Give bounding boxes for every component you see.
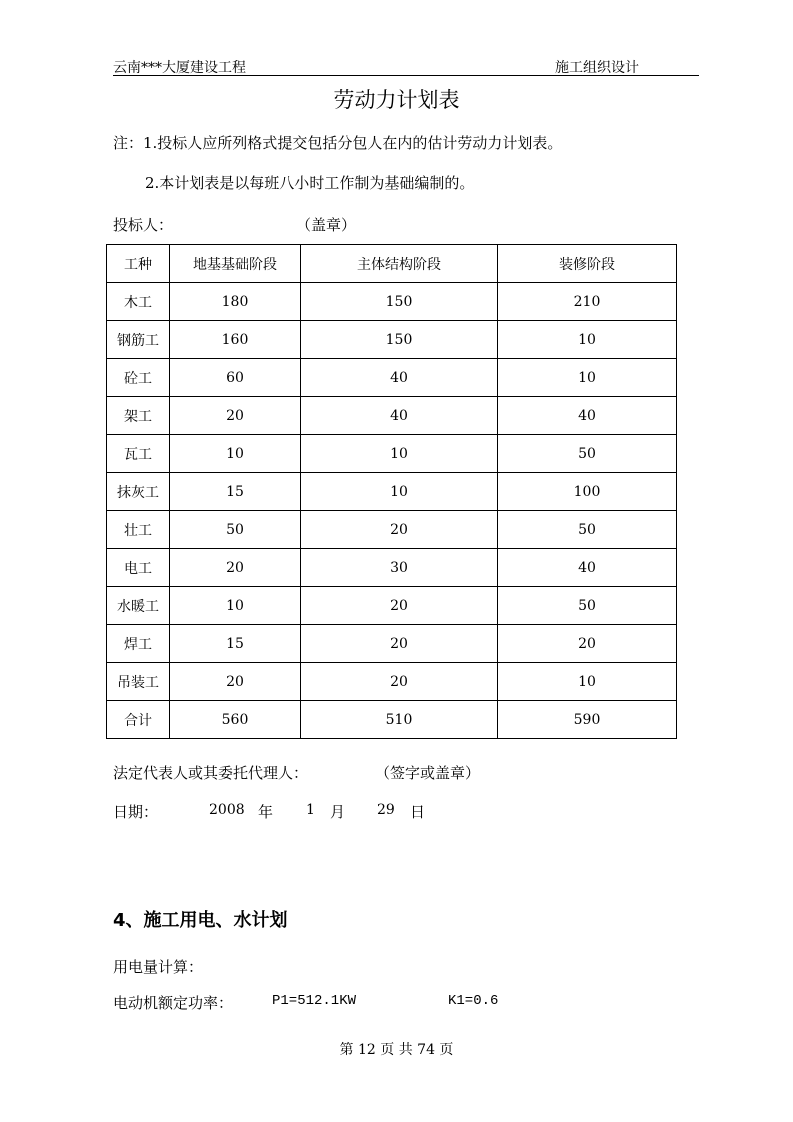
table-row <box>107 511 677 549</box>
cell-foundation: 15 <box>170 625 301 663</box>
date-day: 29 <box>377 802 395 818</box>
cell-foundation: 50 <box>170 511 301 549</box>
date-year: 2008 <box>209 802 245 818</box>
cell-foundation: 20 <box>170 397 301 435</box>
table-row <box>107 359 677 397</box>
cell-finishing: 50 <box>498 587 677 625</box>
cell-foundation: 560 <box>170 701 301 739</box>
cell-foundation: 15 <box>170 473 301 511</box>
cell-finishing: 10 <box>498 321 677 359</box>
cell-finishing: 210 <box>498 283 677 321</box>
cell-trade: 水暖工 <box>107 587 170 625</box>
cell-finishing: 40 <box>498 397 677 435</box>
date-label: 日期： <box>113 803 159 821</box>
table-row <box>107 549 677 587</box>
cell-finishing: 100 <box>498 473 677 511</box>
section-heading: 4、施工用电、水计划 <box>113 910 288 931</box>
motor-coefficient: K1=0.6 <box>448 993 499 1009</box>
cell-trade: 钢筋工 <box>107 321 170 359</box>
labor-plan-table <box>106 244 677 739</box>
cell-structure: 20 <box>301 511 498 549</box>
cell-structure: 150 <box>301 283 498 321</box>
cell-trade: 合计 <box>107 701 170 739</box>
header-project: 云南***大厦建设工程 <box>113 60 246 76</box>
cell-structure: 150 <box>301 321 498 359</box>
header-cell-foundation: 地基基础阶段 <box>170 245 301 283</box>
cell-trade: 壮工 <box>107 511 170 549</box>
bidder-seal: （盖章） <box>296 216 357 234</box>
note-1: 注：1.投标人应所列格式提交包括分包人在内的估计劳动力计划表。 <box>113 134 563 152</box>
table-row <box>107 663 677 701</box>
cell-structure: 10 <box>301 473 498 511</box>
cell-finishing: 590 <box>498 701 677 739</box>
header-cell-structure: 主体结构阶段 <box>301 245 498 283</box>
power-calc-label: 用电量计算： <box>113 958 204 976</box>
date-month-unit: 月 <box>330 803 346 821</box>
note-2: 2.本计划表是以每班八小时工作制为基础编制的。 <box>145 174 475 192</box>
table-row <box>107 587 677 625</box>
table-row <box>107 701 677 739</box>
cell-structure: 40 <box>301 359 498 397</box>
cell-trade: 瓦工 <box>107 435 170 473</box>
cell-trade: 焊工 <box>107 625 170 663</box>
cell-structure: 20 <box>301 587 498 625</box>
cell-trade: 砼工 <box>107 359 170 397</box>
cell-foundation: 10 <box>170 435 301 473</box>
cell-foundation: 10 <box>170 587 301 625</box>
header-cell-trade: 工种 <box>107 245 170 283</box>
cell-structure: 510 <box>301 701 498 739</box>
motor-power-label: 电动机额定功率： <box>113 994 234 1012</box>
cell-finishing: 50 <box>498 511 677 549</box>
cell-foundation: 60 <box>170 359 301 397</box>
cell-trade: 架工 <box>107 397 170 435</box>
cell-structure: 20 <box>301 625 498 663</box>
table-header-row <box>107 245 677 283</box>
cell-foundation: 20 <box>170 549 301 587</box>
cell-foundation: 20 <box>170 663 301 701</box>
header-cell-finishing: 装修阶段 <box>498 245 677 283</box>
page-title: 劳动力计划表 <box>333 88 460 112</box>
cell-trade: 木工 <box>107 283 170 321</box>
cell-finishing: 10 <box>498 663 677 701</box>
table-row <box>107 397 677 435</box>
cell-finishing: 20 <box>498 625 677 663</box>
cell-structure: 10 <box>301 435 498 473</box>
table-row <box>107 625 677 663</box>
cell-finishing: 10 <box>498 359 677 397</box>
cell-trade: 吊装工 <box>107 663 170 701</box>
table-row <box>107 473 677 511</box>
table-row <box>107 435 677 473</box>
cell-foundation: 160 <box>170 321 301 359</box>
bidder-label: 投标人： <box>113 216 174 234</box>
cell-structure: 20 <box>301 663 498 701</box>
header-divider <box>113 75 699 76</box>
signature-label: 法定代表人或其委托代理人： <box>113 764 309 782</box>
cell-trade: 抹灰工 <box>107 473 170 511</box>
header-doc-type: 施工组织设计 <box>555 60 639 76</box>
motor-power-value: P1=512.1KW <box>272 993 357 1009</box>
cell-foundation: 180 <box>170 283 301 321</box>
signature-note: （签字或盖章） <box>375 764 481 782</box>
cell-structure: 30 <box>301 549 498 587</box>
date-month: 1 <box>306 802 315 818</box>
page-footer: 第 12 页 共 74 页 <box>339 1042 454 1058</box>
cell-trade: 电工 <box>107 549 170 587</box>
date-year-unit: 年 <box>258 803 274 821</box>
date-day-unit: 日 <box>410 803 426 821</box>
table-row <box>107 321 677 359</box>
cell-finishing: 40 <box>498 549 677 587</box>
cell-structure: 40 <box>301 397 498 435</box>
table-row <box>107 283 677 321</box>
cell-finishing: 50 <box>498 435 677 473</box>
